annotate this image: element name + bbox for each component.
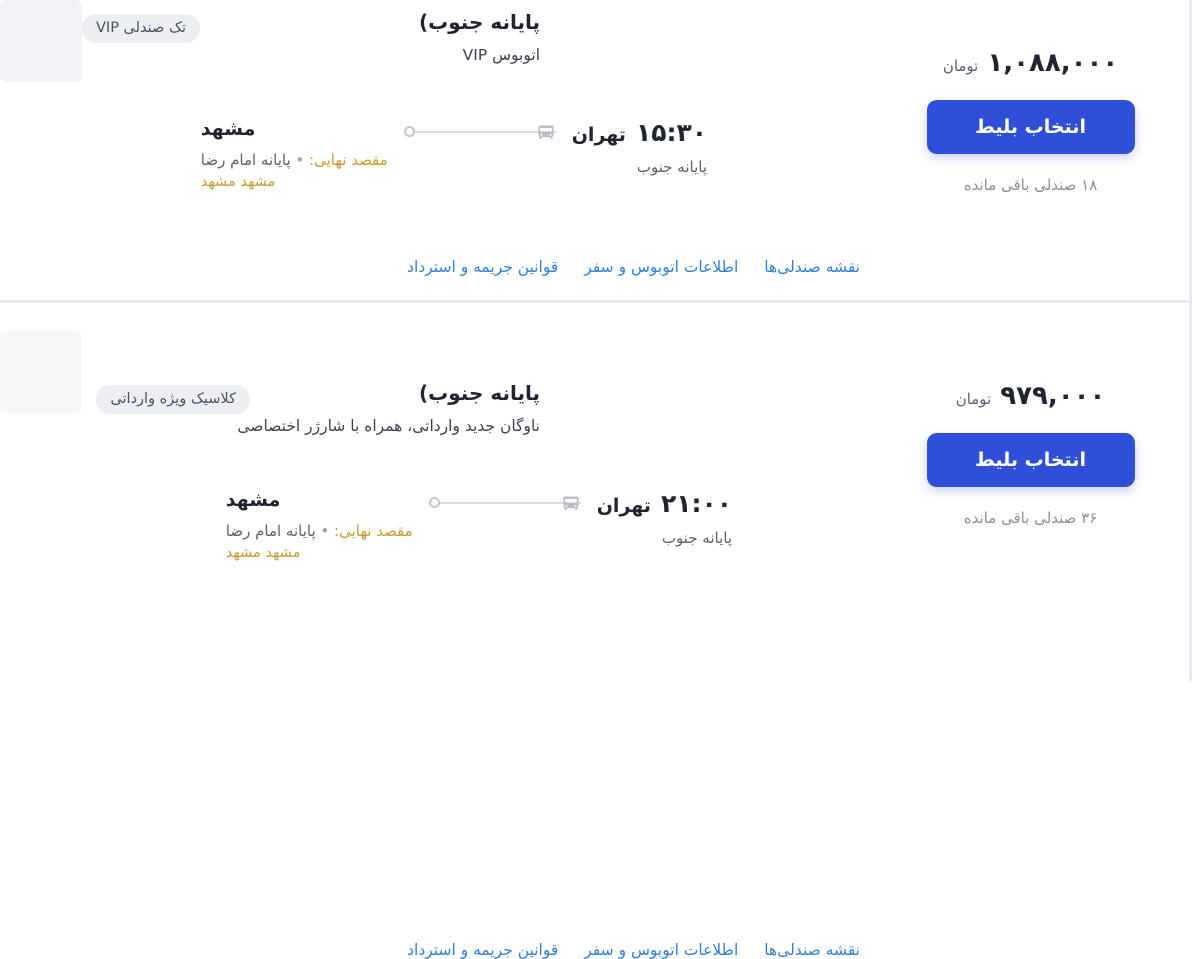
origin-city: تهران [596, 495, 651, 517]
ticket-badge: کلاسیک ویژه وارداتی [96, 385, 250, 414]
bus-info-link[interactable]: اطلاعات اتوبوس و سفر [584, 258, 739, 276]
operator-name: پایانه جنوب) [419, 10, 540, 34]
select-ticket-button[interactable]: انتخاب بلیط [927, 100, 1135, 154]
destination-terminal: پایانه امام رضا [200, 151, 291, 169]
route-start-dot [404, 126, 415, 137]
destination-final-label: مقصد نهایی: [334, 522, 413, 540]
destination-terminal-row: مقصد نهایی: • پایانه امام رضا [225, 522, 413, 540]
ticket-info-panel [0, 303, 872, 959]
route-start-dot [429, 497, 440, 508]
route-row [226, 489, 732, 561]
destination-leg [226, 489, 413, 561]
destination-terminal-row: مقصد نهایی: • پایانه امام رضا [200, 151, 388, 169]
route-connector [404, 118, 556, 148]
select-ticket-button[interactable]: انتخاب بلیط [927, 433, 1135, 487]
destination-final-value: مشهد مشهد [225, 544, 301, 561]
destination-terminal: پایانه امام رضا [225, 522, 316, 540]
seat-map-link[interactable]: نقشه صندلی‌ها [764, 258, 860, 276]
destination-final-label: مقصد نهایی: [309, 151, 388, 169]
origin-top [572, 118, 707, 147]
ticket-links [407, 941, 860, 959]
destination-city: مشهد [225, 489, 281, 511]
price-line [943, 48, 1118, 78]
ticket-action-panel [872, 303, 1192, 681]
operator-name: پایانه جنوب) [419, 381, 540, 405]
destination-final-value: مشهد مشهد [200, 173, 276, 190]
destination-top [201, 118, 256, 140]
ticket-badge: تک صندلی VIP [82, 14, 200, 43]
destination-leg [201, 118, 388, 190]
operator-logo [0, 331, 82, 413]
destination-top [226, 489, 281, 511]
operator-logo [0, 0, 82, 82]
origin-city: تهران [571, 124, 626, 146]
seats-left-label: ۳۶ صندلی باقی مانده [963, 509, 1098, 527]
price-line [956, 381, 1106, 411]
price-amount: ۹۷۹,۰۰۰ [1000, 381, 1106, 411]
origin-time: ۱۵:۳۰ [635, 118, 707, 147]
bus-type-label: اتوبوس VIP [462, 46, 540, 64]
origin-terminal: پایانه جنوب [636, 158, 707, 176]
ticket-card [0, 303, 1192, 959]
price-currency: تومان [955, 390, 992, 408]
seat-map-link[interactable]: نقشه صندلی‌ها [764, 941, 860, 959]
route-row [201, 118, 707, 190]
route-connector [429, 489, 581, 519]
bus-icon [536, 123, 556, 143]
ticket-card [0, 0, 1192, 300]
refund-rules-link[interactable]: قوانین جریمه و استرداد [407, 258, 559, 276]
origin-time: ۲۱:۰۰ [660, 489, 732, 518]
price-currency: تومان [942, 57, 979, 75]
ticket-links [407, 258, 860, 276]
refund-rules-link[interactable]: قوانین جریمه و استرداد [407, 941, 559, 959]
origin-leg [572, 118, 707, 179]
seats-left-label: ۱۸ صندلی باقی مانده [963, 176, 1098, 194]
origin-top [597, 489, 732, 518]
origin-terminal: پایانه جنوب [661, 529, 732, 547]
route-line [429, 502, 581, 504]
bus-info-link[interactable]: اطلاعات اتوبوس و سفر [584, 941, 739, 959]
route-line [404, 131, 556, 133]
ticket-info-panel [0, 0, 872, 300]
ticket-action-panel [872, 0, 1192, 300]
bus-type-label: ناوگان جدید وارداتی، همراه با شارژر اختصاصی [237, 417, 540, 435]
origin-leg [597, 489, 732, 550]
price-amount: ۱,۰۸۸,۰۰۰ [987, 48, 1119, 78]
destination-city: مشهد [200, 118, 256, 140]
bus-icon [561, 494, 581, 514]
